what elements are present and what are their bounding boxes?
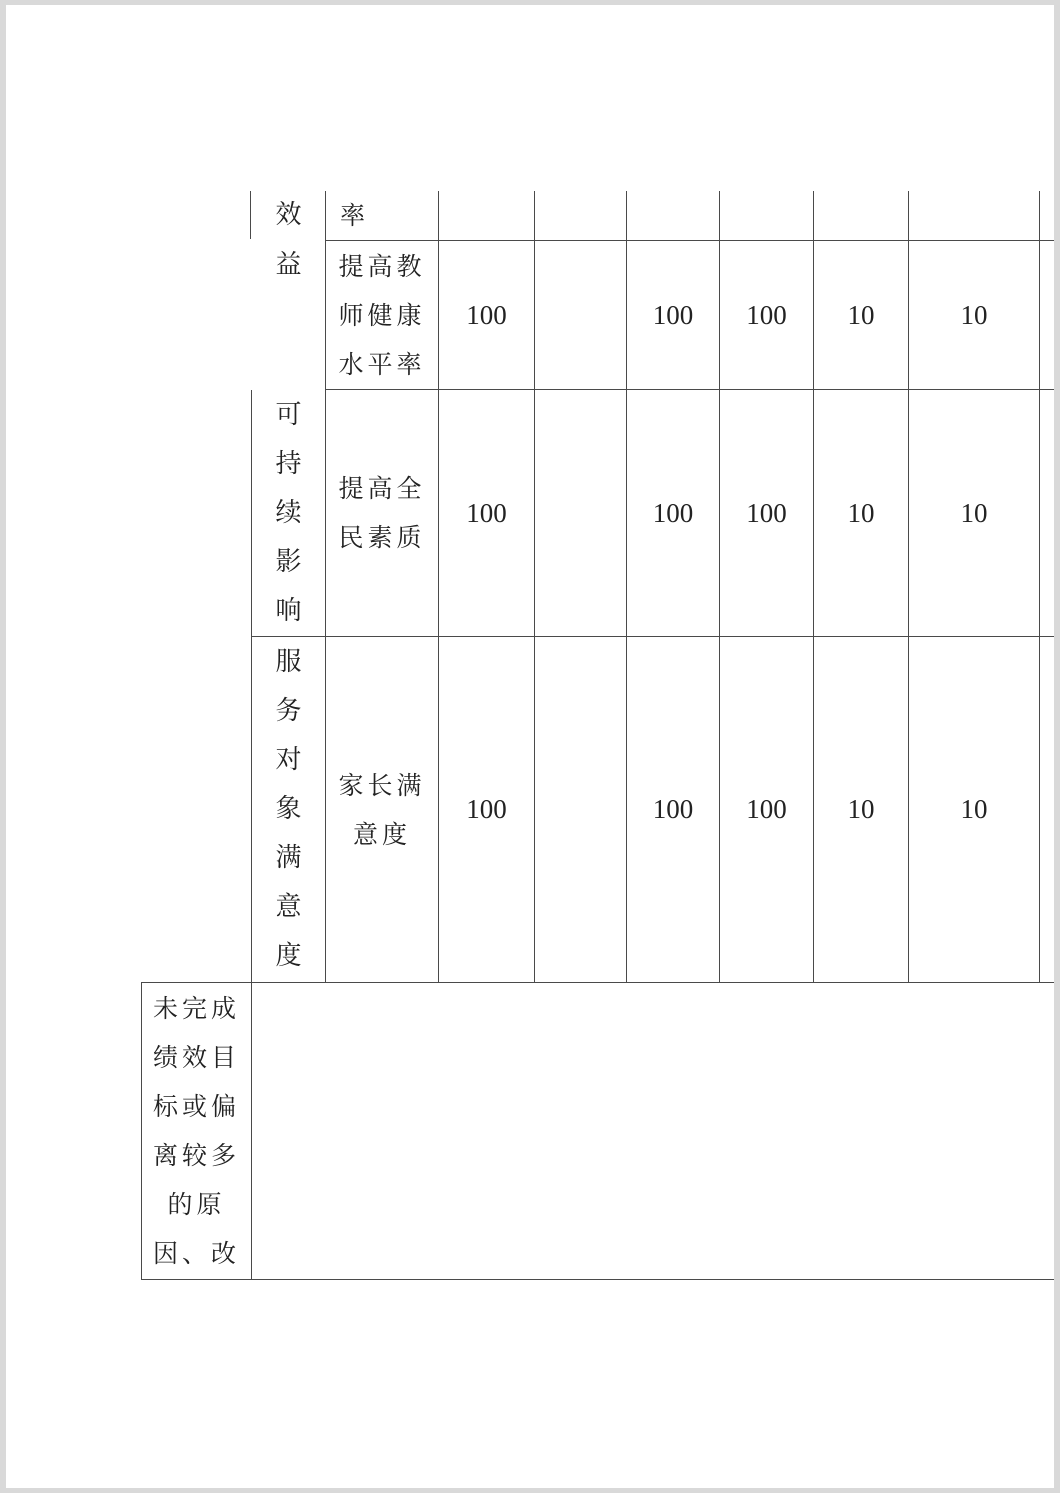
target-value: 100 bbox=[466, 299, 507, 330]
indicator-name bbox=[326, 390, 438, 636]
category-char: 对 bbox=[275, 745, 302, 775]
category-char: 续 bbox=[275, 497, 302, 528]
category-char: 响 bbox=[275, 595, 302, 626]
indicator-line: 民素质 bbox=[338, 523, 426, 552]
blank-value bbox=[535, 390, 626, 636]
actual-value: 100 bbox=[652, 794, 694, 824]
category-char: 务 bbox=[275, 696, 302, 726]
category-fragment: 效 bbox=[275, 200, 302, 230]
blank-value bbox=[535, 637, 626, 982]
indicator-line: 提高全 bbox=[338, 474, 426, 503]
reason-label bbox=[142, 983, 251, 1279]
category-label bbox=[252, 637, 325, 982]
category-char: 度 bbox=[275, 941, 302, 971]
category-char: 服 bbox=[275, 647, 302, 677]
category-char: 持 bbox=[275, 448, 302, 479]
weight-value: 10 bbox=[847, 299, 875, 330]
score-value: 10 bbox=[960, 299, 988, 330]
score-value: 10 bbox=[960, 497, 988, 528]
reason-label-line: 的原 bbox=[167, 1190, 226, 1219]
category-char: 象 bbox=[275, 794, 302, 824]
completion-value: 100 bbox=[746, 299, 787, 330]
reason-label-line: 未完成 bbox=[152, 994, 240, 1023]
indicator-line: 提高教 bbox=[338, 251, 426, 281]
weight-value: 10 bbox=[847, 497, 875, 528]
blank-value bbox=[535, 241, 626, 389]
target-value: 100 bbox=[466, 794, 507, 824]
reason-label-line: 因、改 bbox=[152, 1239, 240, 1268]
reason-content bbox=[252, 983, 1054, 1279]
reason-label-line: 标或偏 bbox=[152, 1092, 240, 1121]
target-value: 100 bbox=[466, 497, 507, 528]
indicator-line: 意度 bbox=[352, 819, 411, 849]
completion-value: 100 bbox=[746, 794, 787, 824]
completion-value: 100 bbox=[746, 497, 787, 528]
actual-value: 100 bbox=[652, 299, 694, 330]
reason-label-line: 绩效目 bbox=[152, 1043, 240, 1072]
document-page bbox=[6, 5, 1054, 1488]
category-label bbox=[252, 390, 325, 636]
reason-label-line: 离较多 bbox=[152, 1141, 240, 1170]
indicator-line: 家长满 bbox=[338, 770, 426, 800]
indicator-line: 师健康 bbox=[338, 300, 426, 330]
category-char: 影 bbox=[275, 546, 302, 577]
category-label: 益 bbox=[275, 250, 302, 280]
column-divider bbox=[250, 191, 251, 239]
indicator-name bbox=[326, 241, 438, 389]
column-divider bbox=[1039, 191, 1040, 982]
category-char: 满 bbox=[275, 843, 302, 873]
indicator-fragment: 率 bbox=[340, 201, 370, 230]
category-char: 可 bbox=[275, 399, 302, 430]
indicator-name bbox=[326, 637, 438, 982]
indicator-line: 水平率 bbox=[338, 349, 426, 379]
weight-value: 10 bbox=[847, 794, 875, 824]
actual-value: 100 bbox=[652, 497, 694, 528]
category-char: 意 bbox=[275, 892, 302, 922]
score-value: 10 bbox=[960, 794, 988, 824]
table-bottom-rule bbox=[141, 1279, 1054, 1280]
